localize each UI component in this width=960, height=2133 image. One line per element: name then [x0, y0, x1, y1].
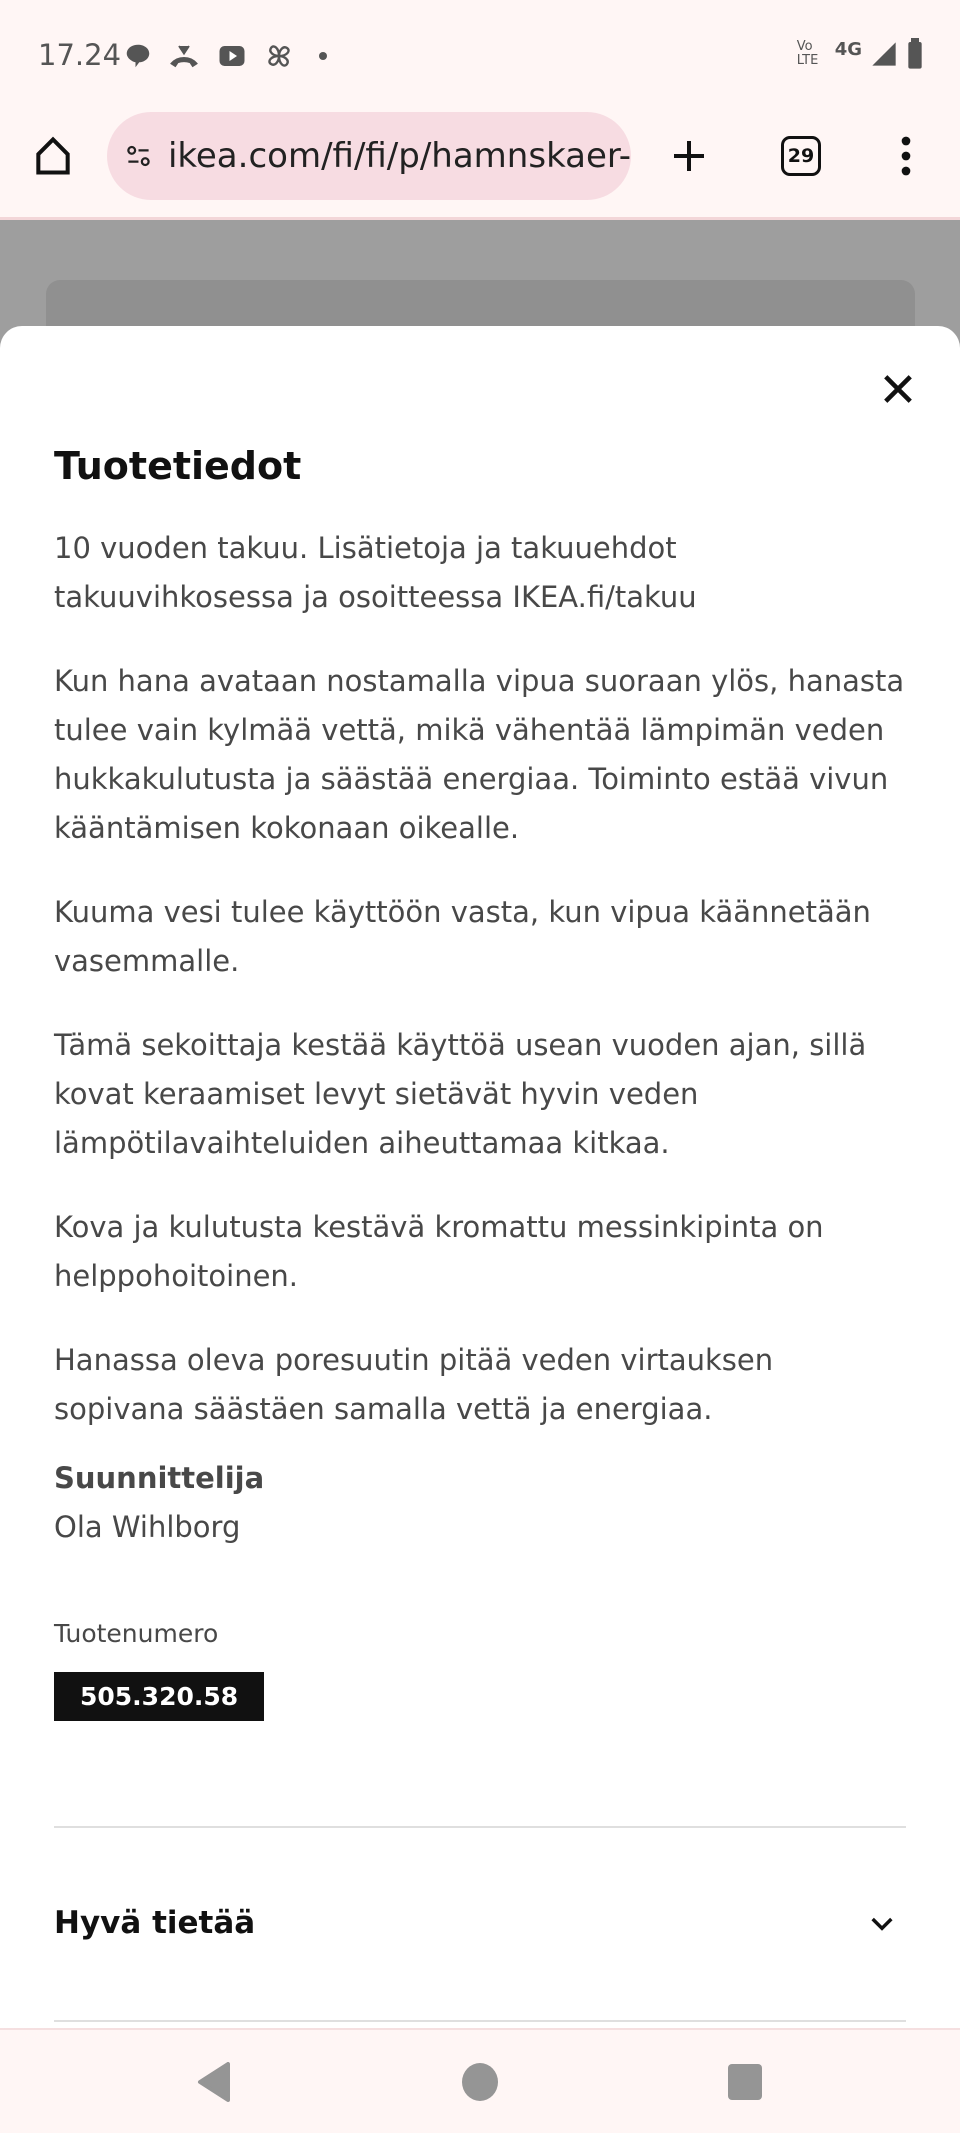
site-settings-icon — [125, 138, 152, 174]
accordion-good-to-know[interactable] — [54, 1888, 906, 1958]
browser-toolbar — [0, 110, 960, 220]
missed-call-icon — [167, 41, 201, 71]
youtube-icon — [215, 41, 249, 71]
paragraph: 10 vuoden takuu. Lisätietoja ja takuuehdot takuuvihkosessa ja osoitteessa IKEA.fi/takuu — [54, 531, 697, 614]
tab-count: 29 — [787, 145, 815, 167]
tab-count-icon — [781, 136, 821, 176]
more-vert-icon — [900, 136, 912, 176]
battery-icon — [906, 38, 924, 70]
signal-icon — [870, 39, 898, 69]
home-nav-icon[interactable] — [461, 2062, 499, 2102]
product-info-sheet — [0, 326, 960, 2028]
paragraph: Hanassa oleva poresuutin pitää veden virtauksen sopivana säästäen samalla vettä ja energiaa. — [54, 1343, 774, 1426]
close-icon[interactable] — [877, 368, 919, 410]
paragraph: Kova ja kulutusta kestävä kromattu messinkipinta on helppohoitoinen. — [54, 1210, 824, 1293]
chat-notification-icon — [123, 41, 153, 71]
paragraph: Kuuma vesi tulee käyttöön vasta, kun vipua käännetään vasemmalle. — [54, 895, 871, 978]
divider — [54, 2020, 906, 2022]
status-bar — [0, 0, 960, 110]
plus-icon — [669, 136, 709, 176]
sheet-title: Tuotetiedot — [54, 444, 302, 488]
recents-icon[interactable] — [728, 2064, 762, 2100]
accordion-title: Hyvä tietää — [54, 1905, 256, 1941]
paragraph: Kun hana avataan nostamalla vipua suoraan ylös, hanasta tulee vain kylmää vettä, mikä vähentää lämpimän veden hukkakulutusta ja säästää energiaa. Toiminto estää vivun kääntämisen kokonaan oikealle. — [54, 664, 905, 845]
more-notifications-dot-icon — [319, 52, 327, 60]
network-type: 4G — [834, 38, 862, 60]
menu-button[interactable] — [878, 128, 934, 184]
status-time: 17.24 — [38, 38, 122, 72]
designer-name: Ola Wihlborg — [54, 1510, 241, 1544]
url-text: ikea.com/fi/fi/p/hamnskaer- — [167, 136, 631, 176]
system-nav-bar — [0, 2028, 960, 2133]
designer-label: Suunnittelija — [54, 1461, 265, 1495]
new-tab-button[interactable] — [661, 128, 717, 184]
home-icon — [31, 134, 75, 178]
tab-switcher-button[interactable] — [773, 128, 829, 184]
chevron-down-icon — [866, 1907, 898, 1939]
url-bar[interactable] — [107, 112, 631, 200]
product-number-badge: 505.320.58 — [54, 1672, 264, 1721]
pinwheel-icon — [263, 40, 295, 72]
back-icon[interactable] — [196, 2062, 232, 2102]
paragraph: Tämä sekoittaja kestää käyttöä usean vuoden ajan, sillä kovat keraamiset levyt sietävät hyvin veden lämpötilavaihteluiden aiheuttamaa kitkaa. — [54, 1028, 867, 1160]
divider — [54, 1826, 906, 1828]
volte-indicator: Vo LTE — [796, 39, 819, 68]
home-button[interactable] — [25, 128, 81, 184]
product-number-label: Tuotenumero — [54, 1619, 219, 1648]
